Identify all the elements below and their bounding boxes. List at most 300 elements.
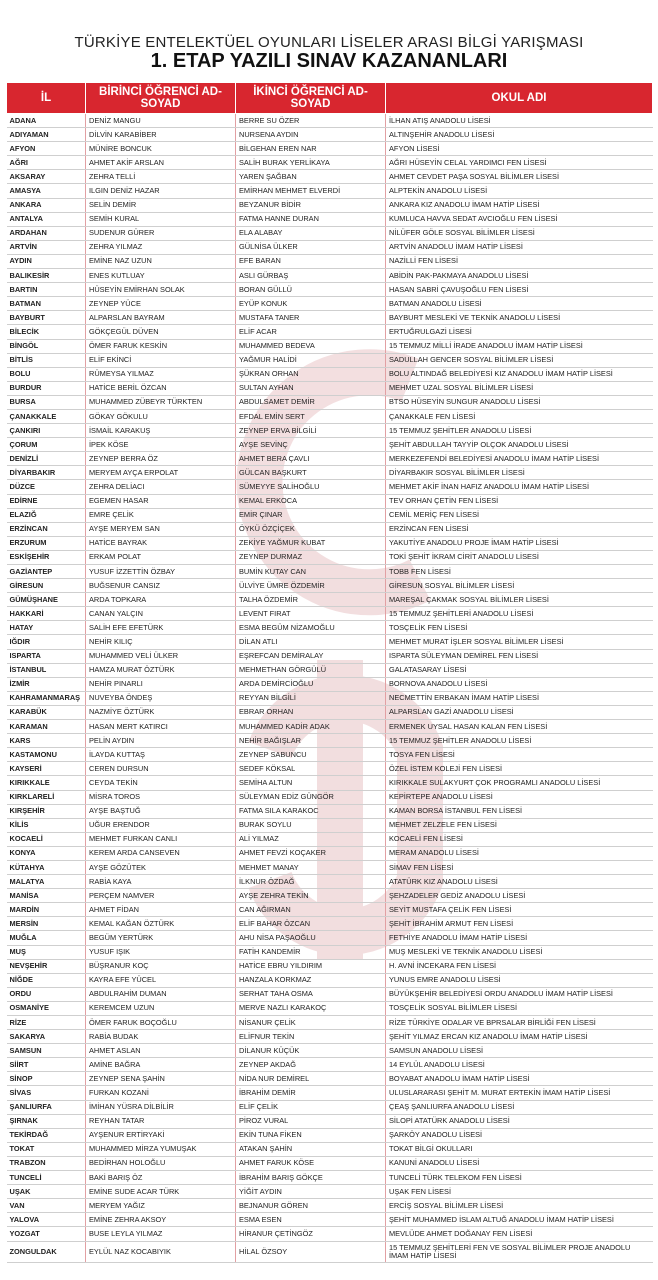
school-cell: SAMSUN ANADOLU LİSESİ bbox=[386, 1044, 653, 1058]
table-header-row bbox=[7, 83, 653, 114]
first-student-cell: AHMET AKİF ARSLAN bbox=[86, 156, 236, 170]
province-cell: MUĞLA bbox=[7, 931, 86, 945]
school-cell: ERMENEK UYSAL HASAN KALAN FEN LİSESİ bbox=[386, 720, 653, 734]
second-student-cell: AHMET FEVZİ KOÇAKER bbox=[236, 846, 386, 860]
table-row bbox=[7, 1199, 653, 1213]
first-student-cell: BUSE LEYLA YILMAZ bbox=[86, 1227, 236, 1241]
second-student-cell: İLKNUR ÖZDAĞ bbox=[236, 875, 386, 889]
table-row bbox=[7, 748, 653, 762]
first-student-cell: FURKAN KOZANİ bbox=[86, 1086, 236, 1100]
school-cell: ALPTEKİN ANADOLU LİSESİ bbox=[386, 184, 653, 198]
first-student-cell: ZEHRA DELİACI bbox=[86, 480, 236, 494]
province-cell: EDİRNE bbox=[7, 494, 86, 508]
first-student-cell: ZEYNEP YÜCE bbox=[86, 297, 236, 311]
province-cell: AMASYA bbox=[7, 184, 86, 198]
table-row bbox=[7, 734, 653, 748]
table-row bbox=[7, 114, 653, 128]
table-row bbox=[7, 452, 653, 466]
second-student-cell: MUSTAFA TANER bbox=[236, 311, 386, 325]
province-cell: YOZGAT bbox=[7, 1227, 86, 1241]
province-cell: MARDİN bbox=[7, 903, 86, 917]
table-row bbox=[7, 649, 653, 663]
province-cell: ÇORUM bbox=[7, 438, 86, 452]
school-cell: ÇEAŞ ŞANLIURFA ANADOLU LİSESİ bbox=[386, 1100, 653, 1114]
first-student-cell: ENES KUTLUAY bbox=[86, 269, 236, 283]
province-cell: TRABZON bbox=[7, 1156, 86, 1170]
second-student-cell: ÖYKÜ ÖZÇİÇEK bbox=[236, 522, 386, 536]
first-student-cell: CANAN YALÇIN bbox=[86, 607, 236, 621]
second-student-cell: SEMİHA ALTUN bbox=[236, 776, 386, 790]
table-row bbox=[7, 128, 653, 142]
second-student-cell: NEHİR BAĞIŞLAR bbox=[236, 734, 386, 748]
school-cell: ALTINŞEHİR ANADOLU LİSESİ bbox=[386, 128, 653, 142]
table-row bbox=[7, 1114, 653, 1128]
second-student-cell: ZEYNEP ERVA BİLGİLİ bbox=[236, 424, 386, 438]
second-student-cell: ZEYNEP SABUNCU bbox=[236, 748, 386, 762]
second-student-cell: PİROZ VURAL bbox=[236, 1114, 386, 1128]
first-student-cell: AYŞE MERYEM SAN bbox=[86, 522, 236, 536]
first-student-cell: İLAYDA KUTTAŞ bbox=[86, 748, 236, 762]
first-student-cell: ZEYNEP BERRA ÖZ bbox=[86, 452, 236, 466]
table-row bbox=[7, 283, 653, 297]
table-row bbox=[7, 663, 653, 677]
table-row bbox=[7, 860, 653, 874]
school-cell: TUNCELİ TÜRK TELEKOM FEN LİSESİ bbox=[386, 1171, 653, 1185]
table-row bbox=[7, 635, 653, 649]
second-student-cell: HİLAL ÖZSOY bbox=[236, 1241, 386, 1262]
first-student-cell: MERYEM YAĞIZ bbox=[86, 1199, 236, 1213]
province-cell: AFYON bbox=[7, 142, 86, 156]
school-cell: ATATÜRK KIZ ANADOLU LİSESİ bbox=[386, 875, 653, 889]
school-cell: ALPARSLAN GAZİ ANADOLU LİSESİ bbox=[386, 705, 653, 719]
page-supertitle: TÜRKİYE ENTELEKTÜEL OYUNLARI LİSELER ARASI BİLGİ YARIŞMASI bbox=[74, 34, 584, 51]
first-student-cell: ABDULRAHİM DUMAN bbox=[86, 987, 236, 1001]
province-cell: MERSİN bbox=[7, 917, 86, 931]
second-student-cell: SULTAN AYHAN bbox=[236, 381, 386, 395]
first-student-cell: İPEK KÖSE bbox=[86, 438, 236, 452]
table-row bbox=[7, 409, 653, 423]
province-cell: TEKİRDAĞ bbox=[7, 1128, 86, 1142]
table-row bbox=[7, 297, 653, 311]
second-student-cell: MERVE NAZLI KARAKOÇ bbox=[236, 1001, 386, 1015]
province-cell: ŞANLIURFA bbox=[7, 1100, 86, 1114]
province-cell: GAZİANTEP bbox=[7, 565, 86, 579]
second-student-cell: İBRAHİM BARIŞ GÖKÇE bbox=[236, 1171, 386, 1185]
table-row bbox=[7, 466, 653, 480]
first-student-cell: ZEYNEP SENA ŞAHİN bbox=[86, 1072, 236, 1086]
province-cell: ZONGULDAK bbox=[7, 1241, 86, 1262]
school-cell: MUŞ MESLEKİ VE TEKNİK ANADOLU LİSESİ bbox=[386, 945, 653, 959]
second-student-cell: ASLI GÜRBAŞ bbox=[236, 269, 386, 283]
second-student-cell: AHMET BERA ÇAVLI bbox=[236, 452, 386, 466]
school-cell: KEPİRTEPE ANADOLU LİSESİ bbox=[386, 790, 653, 804]
second-student-cell: HATİCE EBRU YILDIRIM bbox=[236, 959, 386, 973]
second-student-cell: AHU NİSA PAŞAOĞLU bbox=[236, 931, 386, 945]
province-cell: BİNGÖL bbox=[7, 339, 86, 353]
second-student-cell: ZEYNEP AKDAĞ bbox=[236, 1058, 386, 1072]
province-cell: NİĞDE bbox=[7, 973, 86, 987]
first-student-cell: AYŞENUR ERTİRYAKİ bbox=[86, 1128, 236, 1142]
school-cell: TOBB FEN LİSESİ bbox=[386, 565, 653, 579]
first-student-cell: AYŞE GÖZÜTEK bbox=[86, 860, 236, 874]
second-student-cell: EFDAL EMİN SERT bbox=[236, 409, 386, 423]
school-cell: ISPARTA SÜLEYMAN DEMİREL FEN LİSESİ bbox=[386, 649, 653, 663]
first-student-cell: AYŞE BAŞTUĞ bbox=[86, 804, 236, 818]
province-cell: MANİSA bbox=[7, 889, 86, 903]
province-cell: İZMİR bbox=[7, 677, 86, 691]
table-row bbox=[7, 889, 653, 903]
province-cell: ESKİŞEHİR bbox=[7, 550, 86, 564]
table-row bbox=[7, 424, 653, 438]
first-student-cell: HÜSEYİN EMİRHAN SOLAK bbox=[86, 283, 236, 297]
second-student-cell: SEDEF KÖKSAL bbox=[236, 762, 386, 776]
school-cell: ARTVİN ANADOLU İMAM HATİP LİSESİ bbox=[386, 240, 653, 254]
school-cell: ŞEHİT İBRAHİM ARMUT FEN LİSESİ bbox=[386, 917, 653, 931]
first-student-cell: AHMET FİDAN bbox=[86, 903, 236, 917]
school-cell: SİLOPİ ATATÜRK ANADOLU LİSESİ bbox=[386, 1114, 653, 1128]
table-row bbox=[7, 1086, 653, 1100]
school-cell: TOKAT BİLGİ OKULLARI bbox=[386, 1142, 653, 1156]
first-student-cell: RÜMEYSA YILMAZ bbox=[86, 367, 236, 381]
second-student-cell: KEMAL ERKOCA bbox=[236, 494, 386, 508]
second-student-cell: ELİF BAHAR ÖZCAN bbox=[236, 917, 386, 931]
school-cell: BATMAN ANADOLU LİSESİ bbox=[386, 297, 653, 311]
first-student-cell: RABİA BUDAK bbox=[86, 1030, 236, 1044]
second-student-cell: EMİRHAN MEHMET ELVERDİ bbox=[236, 184, 386, 198]
province-cell: MUŞ bbox=[7, 945, 86, 959]
school-cell: GALATASARAY LİSESİ bbox=[386, 663, 653, 677]
first-student-cell: PELİN AYDIN bbox=[86, 734, 236, 748]
table-row bbox=[7, 1156, 653, 1170]
school-cell: H. AVNİ İNCEKARA FEN LİSESİ bbox=[386, 959, 653, 973]
second-student-cell: ELİF ÇELİK bbox=[236, 1100, 386, 1114]
table-row bbox=[7, 438, 653, 452]
first-student-cell: AHMET ASLAN bbox=[86, 1044, 236, 1058]
second-student-cell: TALHA ÖZDEMİR bbox=[236, 593, 386, 607]
table-body bbox=[7, 114, 653, 1263]
first-student-cell: EMİNE ZEHRA AKSOY bbox=[86, 1213, 236, 1227]
second-student-cell: EBRAR ORHAN bbox=[236, 705, 386, 719]
table-row bbox=[7, 903, 653, 917]
second-student-cell: BİLGEHAN EREN NAR bbox=[236, 142, 386, 156]
table-row bbox=[7, 1213, 653, 1227]
school-cell: ŞEHİT YILMAZ ERCAN KIZ ANADOLU İMAM HATİP LİSESİ bbox=[386, 1030, 653, 1044]
second-student-cell: AYŞE SEVİNÇ bbox=[236, 438, 386, 452]
province-cell: TOKAT bbox=[7, 1142, 86, 1156]
province-cell: KASTAMONU bbox=[7, 748, 86, 762]
first-student-cell: DENİZ MANGU bbox=[86, 114, 236, 128]
school-cell: HASAN SABRİ ÇAVUŞOĞLU FEN LİSESİ bbox=[386, 283, 653, 297]
first-student-cell: CEYDA TEKİN bbox=[86, 776, 236, 790]
school-cell: BAYBURT MESLEKİ VE TEKNİK ANADOLU LİSESİ bbox=[386, 311, 653, 325]
province-cell: ADIYAMAN bbox=[7, 128, 86, 142]
school-cell: MEHMET UZAL SOSYAL BİLİMLER LİSESİ bbox=[386, 381, 653, 395]
province-cell: KARS bbox=[7, 734, 86, 748]
second-student-cell: ALİ YILMAZ bbox=[236, 832, 386, 846]
province-cell: ARTVİN bbox=[7, 240, 86, 254]
school-cell: MERKEZEFENDİ BELEDİYESİ ANADOLU İMAM HATİP LİSESİ bbox=[386, 452, 653, 466]
second-student-cell: MEHMET MANAY bbox=[236, 860, 386, 874]
first-student-cell: EMİNE SUDE ACAR TÜRK bbox=[86, 1185, 236, 1199]
province-cell: BALIKESİR bbox=[7, 269, 86, 283]
province-cell: HATAY bbox=[7, 621, 86, 635]
second-student-cell: SÜLEYMAN EDİZ GÜNGÖR bbox=[236, 790, 386, 804]
province-cell: AĞRI bbox=[7, 156, 86, 170]
second-student-cell: AHMET FARUK KÖSE bbox=[236, 1156, 386, 1170]
province-cell: SİNOP bbox=[7, 1072, 86, 1086]
school-cell: ERCİŞ SOSYAL BİLİMLER LİSESİ bbox=[386, 1199, 653, 1213]
province-cell: VAN bbox=[7, 1199, 86, 1213]
province-cell: SAKARYA bbox=[7, 1030, 86, 1044]
page-header bbox=[0, 0, 658, 82]
school-cell: NAZİLLİ FEN LİSESİ bbox=[386, 254, 653, 268]
table-row bbox=[7, 705, 653, 719]
province-cell: ÇANAKKALE bbox=[7, 409, 86, 423]
first-student-cell: DİLVİN KARABİBER bbox=[86, 128, 236, 142]
first-student-cell: ÖMER FARUK BOÇOĞLU bbox=[86, 1016, 236, 1030]
first-student-cell: YUSUF IŞIK bbox=[86, 945, 236, 959]
table-row bbox=[7, 536, 653, 550]
second-student-cell: EYÜP KONUK bbox=[236, 297, 386, 311]
first-student-cell: NEHİR KILIÇ bbox=[86, 635, 236, 649]
second-student-cell: NURSENA AYDIN bbox=[236, 128, 386, 142]
first-student-cell: MİSRA TOROS bbox=[86, 790, 236, 804]
province-cell: ERZURUM bbox=[7, 536, 86, 550]
first-student-cell: EGEMEN HASAR bbox=[86, 494, 236, 508]
school-cell: MERAM ANADOLU LİSESİ bbox=[386, 846, 653, 860]
province-cell: DÜZCE bbox=[7, 480, 86, 494]
province-cell: TUNCELİ bbox=[7, 1171, 86, 1185]
school-cell: 15 TEMMUZ MİLLİ İRADE ANADOLU İMAM HATİP LİSESİ bbox=[386, 339, 653, 353]
province-cell: BİTLİS bbox=[7, 353, 86, 367]
province-cell: KAHRAMANMARAŞ bbox=[7, 691, 86, 705]
second-student-cell: HANZALA KORKMAZ bbox=[236, 973, 386, 987]
school-cell: MEHMET MURAT İŞLER SOSYAL BİLİMLER LİSESİ bbox=[386, 635, 653, 649]
school-cell: ÇANAKKALE FEN LİSESİ bbox=[386, 409, 653, 423]
province-cell: ORDU bbox=[7, 987, 86, 1001]
second-student-cell: ZEKİYE YAĞMUR KUBAT bbox=[236, 536, 386, 550]
school-cell: ŞARKÖY ANADOLU LİSESİ bbox=[386, 1128, 653, 1142]
second-student-cell: FATMA SILA KARAKOC bbox=[236, 804, 386, 818]
column-header-province: İL bbox=[7, 83, 86, 114]
second-student-cell: ÜLVİYE ÜMRE ÖZDEMİR bbox=[236, 579, 386, 593]
table-row bbox=[7, 1227, 653, 1241]
first-student-cell: HAMZA MURAT ÖZTÜRK bbox=[86, 663, 236, 677]
second-student-cell: BUMİN KUTAY CAN bbox=[236, 565, 386, 579]
school-cell: RİZE TÜRKİYE ODALAR VE BPRSALAR BİRLİĞİ FEN LİSESİ bbox=[386, 1016, 653, 1030]
school-cell: TOSÇELİK FEN LİSESİ bbox=[386, 621, 653, 635]
first-student-cell: MEHMET FURKAN CANLI bbox=[86, 832, 236, 846]
province-cell: IĞDIR bbox=[7, 635, 86, 649]
province-cell: HAKKARİ bbox=[7, 607, 86, 621]
school-cell: ÖZEL İSTEM KOLEJİ FEN LİSESİ bbox=[386, 762, 653, 776]
table-row bbox=[7, 170, 653, 184]
table-row bbox=[7, 269, 653, 283]
school-cell: ABİDİN PAK-PAKMAYA ANADOLU LİSESİ bbox=[386, 269, 653, 283]
table-row bbox=[7, 691, 653, 705]
table-row bbox=[7, 311, 653, 325]
school-cell: KOCAELİ FEN LİSESİ bbox=[386, 832, 653, 846]
school-cell: KIRIKKALE SULAKYURT ÇOK PROGRAMLI ANADOLU LİSESİ bbox=[386, 776, 653, 790]
province-cell: KONYA bbox=[7, 846, 86, 860]
first-student-cell: BEGÜM YERTÜRK bbox=[86, 931, 236, 945]
school-cell: MEVLÜDE AHMET DOĞANAY FEN LİSESİ bbox=[386, 1227, 653, 1241]
first-student-cell: NAZMİYE ÖZTÜRK bbox=[86, 705, 236, 719]
first-student-cell: ILGIN DENİZ HAZAR bbox=[86, 184, 236, 198]
province-cell: BİLECİK bbox=[7, 325, 86, 339]
school-cell: DİYARBAKIR SOSYAL BİLİMLER LİSESİ bbox=[386, 466, 653, 480]
second-student-cell: İBRAHİM DEMİR bbox=[236, 1086, 386, 1100]
school-cell: SADULLAH GENCER SOSYAL BİLİMLER LİSESİ bbox=[386, 353, 653, 367]
second-student-cell: NİDA NUR DEMİREL bbox=[236, 1072, 386, 1086]
province-cell: BAYBURT bbox=[7, 311, 86, 325]
first-student-cell: NEHİR PINARLI bbox=[86, 677, 236, 691]
second-student-cell: DİLAN ATLI bbox=[236, 635, 386, 649]
first-student-cell: SALİH EFE EFETÜRK bbox=[86, 621, 236, 635]
province-cell: KÜTAHYA bbox=[7, 860, 86, 874]
second-student-cell: FATİH KANDEMİR bbox=[236, 945, 386, 959]
first-student-cell: KEMAL KAĞAN ÖZTÜRK bbox=[86, 917, 236, 931]
province-cell: UŞAK bbox=[7, 1185, 86, 1199]
first-student-cell: MUHAMMED ZÜBEYR TÜRKTEN bbox=[86, 395, 236, 409]
school-cell: BOYABAT ANADOLU İMAM HATİP LİSESİ bbox=[386, 1072, 653, 1086]
first-student-cell: ZEHRA TELLİ bbox=[86, 170, 236, 184]
first-student-cell: EYLÜL NAZ KOCABIYIK bbox=[86, 1241, 236, 1262]
table-row bbox=[7, 198, 653, 212]
school-cell: 15 TEMMUZ ŞEHİTLER ANADOLU LİSESİ bbox=[386, 424, 653, 438]
second-student-cell: YAREN ŞAĞBAN bbox=[236, 170, 386, 184]
school-cell: KUMLUCA HAVVA SEDAT AVCIOĞLU FEN LİSESİ bbox=[386, 212, 653, 226]
table-row bbox=[7, 1072, 653, 1086]
school-cell: KAMAN BORSA İSTANBUL FEN LİSESİ bbox=[386, 804, 653, 818]
second-student-cell: HİRANUR ÇETİNGÖZ bbox=[236, 1227, 386, 1241]
province-cell: ERZİNCAN bbox=[7, 522, 86, 536]
table-row bbox=[7, 1058, 653, 1072]
first-student-cell: CEREN DURSUN bbox=[86, 762, 236, 776]
table-row bbox=[7, 353, 653, 367]
table-row bbox=[7, 522, 653, 536]
first-student-cell: BAKİ BARIŞ ÖZ bbox=[86, 1171, 236, 1185]
province-cell: DİYARBAKIR bbox=[7, 466, 86, 480]
first-student-cell: UĞUR ERENDOR bbox=[86, 818, 236, 832]
school-cell: BOLU ALTINDAĞ BELEDİYESİ KIZ ANADOLU İMAM HATİP LİSESİ bbox=[386, 367, 653, 381]
table-row bbox=[7, 790, 653, 804]
table-row bbox=[7, 846, 653, 860]
second-student-cell: MEHMETHAN GÖRGÜLÜ bbox=[236, 663, 386, 677]
table-row bbox=[7, 1100, 653, 1114]
table-row bbox=[7, 804, 653, 818]
province-cell: SAMSUN bbox=[7, 1044, 86, 1058]
second-student-cell: REYYAN BİLGİLİ bbox=[236, 691, 386, 705]
table-row bbox=[7, 776, 653, 790]
second-student-cell: ELİF ACAR bbox=[236, 325, 386, 339]
school-cell: 15 TEMMUZ ŞEHİTLER ANADOLU LİSESİ bbox=[386, 734, 653, 748]
second-student-cell: ELİFNUR TEKİN bbox=[236, 1030, 386, 1044]
province-cell: MALATYA bbox=[7, 875, 86, 889]
second-student-cell: YAĞMUR HALİDİ bbox=[236, 353, 386, 367]
column-header-first-student: BİRİNCİ ÖĞRENCİ AD-SOYAD bbox=[86, 83, 236, 114]
table-row bbox=[7, 818, 653, 832]
table-row bbox=[7, 762, 653, 776]
school-cell: TOKİ ŞEHİT İKRAM CİRİT ANADOLU LİSESİ bbox=[386, 550, 653, 564]
table-row bbox=[7, 226, 653, 240]
province-cell: KAYSERİ bbox=[7, 762, 86, 776]
school-cell: AHMET CEVDET PAŞA SOSYAL BİLİMLER LİSESİ bbox=[386, 170, 653, 184]
province-cell: SİVAS bbox=[7, 1086, 86, 1100]
school-cell: ŞEHİT MUHAMMED İSLAM ALTUĞ ANADOLU İMAM HATİP LİSESİ bbox=[386, 1213, 653, 1227]
second-student-cell: ABDULSAMET DEMİR bbox=[236, 395, 386, 409]
school-cell: 15 TEMMUZ ŞEHİTLERİ FEN VE SOSYAL BİLİMLER PROJE ANADOLU İMAM HATİP LİSESİ bbox=[386, 1241, 653, 1262]
province-cell: ISPARTA bbox=[7, 649, 86, 663]
first-student-cell: MUHAMMED MİRZA YUMUŞAK bbox=[86, 1142, 236, 1156]
second-student-cell: BEYZANUR BİDİR bbox=[236, 198, 386, 212]
second-student-cell: SALİH BURAK YERLİKAYA bbox=[236, 156, 386, 170]
province-cell: BATMAN bbox=[7, 297, 86, 311]
school-cell: SEYİT MUSTAFA ÇELİK FEN LİSESİ bbox=[386, 903, 653, 917]
table-row bbox=[7, 184, 653, 198]
table-row bbox=[7, 494, 653, 508]
province-cell: BARTIN bbox=[7, 283, 86, 297]
second-student-cell: EŞREFCAN DEMİRALAY bbox=[236, 649, 386, 663]
province-cell: BURDUR bbox=[7, 381, 86, 395]
province-cell: SİİRT bbox=[7, 1058, 86, 1072]
province-cell: ŞIRNAK bbox=[7, 1114, 86, 1128]
school-cell: ŞEHZADELER GEDİZ ANADOLU LİSESİ bbox=[386, 889, 653, 903]
second-student-cell: ESMA BEGÜM NİZAMOĞLU bbox=[236, 621, 386, 635]
table-row bbox=[7, 1171, 653, 1185]
school-cell: TOSYA FEN LİSESİ bbox=[386, 748, 653, 762]
second-student-cell: EFE BARAN bbox=[236, 254, 386, 268]
table-row bbox=[7, 325, 653, 339]
first-student-cell: İMİHAN YÜSRA DİLBİLİR bbox=[86, 1100, 236, 1114]
first-student-cell: GÖKAY GÖKULU bbox=[86, 409, 236, 423]
school-cell: FETHİYE ANADOLU İMAM HATİP LİSESİ bbox=[386, 931, 653, 945]
first-student-cell: HATİCE BERİL ÖZCAN bbox=[86, 381, 236, 395]
table-row bbox=[7, 720, 653, 734]
school-cell: ŞEHİT ABDULLAH TAYYİP OLÇOK ANADOLU LİSESİ bbox=[386, 438, 653, 452]
first-student-cell: ELİF EKİNCİ bbox=[86, 353, 236, 367]
province-cell: KIRKLARELİ bbox=[7, 790, 86, 804]
table-row bbox=[7, 142, 653, 156]
table-row bbox=[7, 945, 653, 959]
table-row bbox=[7, 1142, 653, 1156]
table-row bbox=[7, 1128, 653, 1142]
school-cell: AFYON LİSESİ bbox=[386, 142, 653, 156]
table-row bbox=[7, 931, 653, 945]
school-cell: GİRESUN SOSYAL BİLİMLER LİSESİ bbox=[386, 579, 653, 593]
province-cell: OSMANİYE bbox=[7, 1001, 86, 1015]
province-cell: KIRIKKALE bbox=[7, 776, 86, 790]
second-student-cell: EMİR ÇINAR bbox=[236, 508, 386, 522]
second-student-cell: LEVENT FIRAT bbox=[236, 607, 386, 621]
second-student-cell: YİĞİT AYDIN bbox=[236, 1185, 386, 1199]
second-student-cell: MUHAMMED BEDEVA bbox=[236, 339, 386, 353]
province-cell: ÇANKIRI bbox=[7, 424, 86, 438]
table-row bbox=[7, 254, 653, 268]
first-student-cell: NUVEYBA ÖNDEŞ bbox=[86, 691, 236, 705]
first-student-cell: SEMİH KURAL bbox=[86, 212, 236, 226]
province-cell: YALOVA bbox=[7, 1213, 86, 1227]
table-row bbox=[7, 1044, 653, 1058]
first-student-cell: AMİNE BAĞRA bbox=[86, 1058, 236, 1072]
table-row bbox=[7, 381, 653, 395]
table-row bbox=[7, 508, 653, 522]
school-cell: MAREŞAL ÇAKMAK SOSYAL BİLİMLER LİSESİ bbox=[386, 593, 653, 607]
table-row bbox=[7, 339, 653, 353]
second-student-cell: ARDA DEMİRCİOĞLU bbox=[236, 677, 386, 691]
province-cell: İSTANBUL bbox=[7, 663, 86, 677]
province-cell: BURSA bbox=[7, 395, 86, 409]
